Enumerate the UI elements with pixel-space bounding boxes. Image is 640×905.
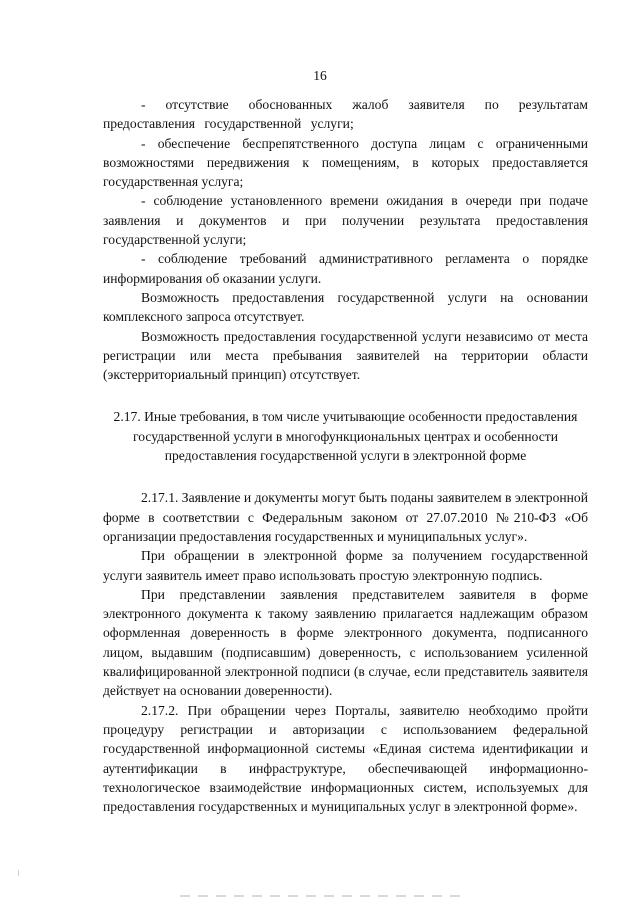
paragraph-waiting-time: - соблюдение установленного времени ожидания в очереди при подаче заявления и документов и при получении результата предоставления государственной услуги;	[103, 193, 588, 248]
body-text	[103, 95, 588, 816]
paragraph-access: - обеспечение беспрепятственного доступа лицам с ограниченными возможностями передвижения к помещениям, в которых предоставляется государственная услуга;	[103, 135, 588, 190]
paragraph-complex-request: Возможность предоставления государственной услуги на основании комплексного запроса отсутствует.	[103, 289, 588, 325]
paragraph-regulation: - соблюдение требований административного регламента о порядке информирования об оказании услуги.	[103, 251, 588, 286]
spacer	[103, 465, 588, 488]
page-number: 16	[313, 68, 327, 83]
paragraph-2-17-1: 2.17.1. Заявление и документы могут быть поданы заявителем в электронной форме в соответствии с Федеральным законом от 27.07.2010 №210-ФЗ «Об организации предоставления государственных и муниципальных услуг».	[103, 490, 588, 544]
scan-artifact	[180, 895, 460, 897]
paragraph-complaints: - отсутствие обоснованных жалоб заявителя по результатам предоставления государственной услуги;	[103, 97, 588, 132]
paragraph-simple-signature: При обращении в электронной форме за получением государственной услуги заявитель имеет право использовать простую электронную подпись.	[103, 548, 588, 583]
scan-artifact	[18, 870, 19, 876]
paragraph-representative: При представлении заявления представителем заявителя в форме электронного документа к такому заявлению прилагается надлежащим образом оформленная доверенность в форме электронного документа, подписанного лицом, выдавшим (подписавшим) доверенность, с использованием усиленной квалифицированной электронной подписи (в случае, если представитель заявителя действует на основании доверенности).	[103, 586, 588, 699]
paragraph-exterritorial: Возможность предоставления государственной услуги независимо от места регистрации или места пребывания заявителей на территории области (экстерриториальный принцип) отсутствует.	[103, 328, 588, 383]
paragraph-2-17-2: 2.17.2. При обращении через Порталы, заявителю необходимо пройти процедуру регистрации и авторизации с использованием федеральной государственной информационной системы «Единая система идентификации и аутентификации в инфраструктуре, обеспечивающей информационно-технологическое взаимодействие информационных систем, используемых для предоставления государственных и муниципальных услуг в электронной форме».	[103, 702, 588, 815]
spacer	[103, 384, 588, 407]
section-heading: 2.17. Иные требования, в том числе учитывающие особенности предоставления государственной услуги в многофункциональных центрах и особенности предоставления государственной услуги в электронной форме	[113, 409, 578, 464]
